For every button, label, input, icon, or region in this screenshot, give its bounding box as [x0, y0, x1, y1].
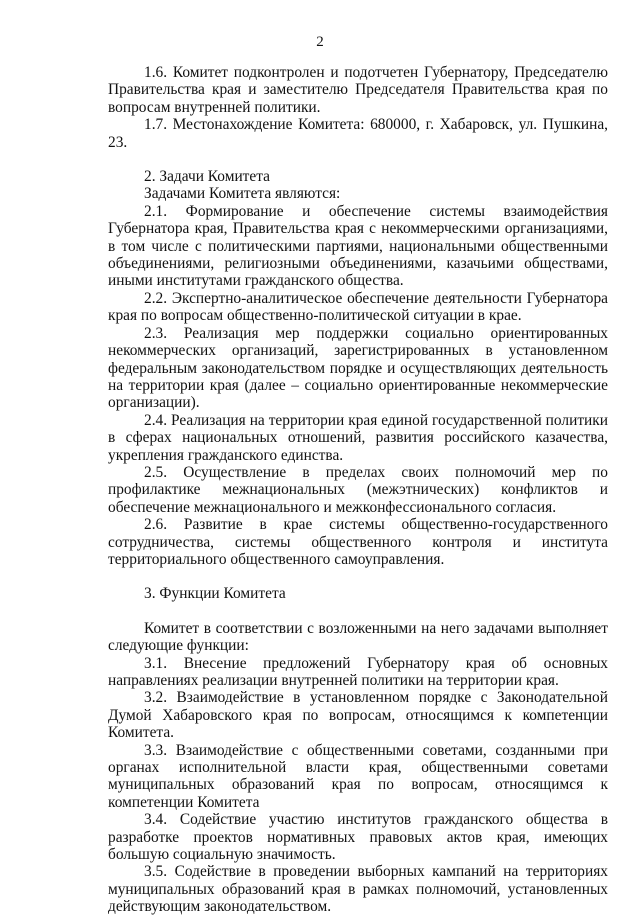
document-body	[108, 64, 608, 916]
paragraph-2-2: 2.2. Экспертно-аналитическое обеспечение деятельности Губернатора края по вопросам общественно-политической ситуации в крае.	[108, 289, 608, 325]
paragraph-2-3: 2.3. Реализация мер поддержки социально ориентированных некоммерческих организаций, зарегистрированных в установленном федеральным законодательством порядке и осуществляющих деятельность на территории края (далее – социально ориентированные некоммерческие организации).	[108, 324, 608, 412]
paragraph-2-5: 2.5. Осуществление в пределах своих полномочий мер по профилактике межнациональных (межэтнических) конфликтов и обеспечение межнационального и межконфессионального согласия.	[108, 463, 608, 516]
paragraph-2-4: 2.4. Реализация на территории края единой государственной политики в сферах национальных отношений, развития российского казачества, укрепления гражданского единства.	[108, 411, 608, 464]
paragraph-2-6: 2.6. Развитие в крае системы общественно-государственного сотрудничества, системы общественного контроля и института территориального общественного самоуправления.	[108, 516, 608, 568]
page-number: 2	[316, 34, 324, 50]
paragraph-1-7: 1.7. Местонахождение Комитета: 680000, г. Хабаровск, ул. Пушкина, 23.	[108, 116, 608, 151]
paragraph-1-6: 1.6. Комитет подконтролен и подотчетен Губернатору, Председателю Правительства края и заместителю Председателя Правительства края по вопросам внутренней политики.	[108, 64, 608, 116]
paragraph-3-4: 3.4. Содействие участию институтов гражданского общества в разработке проектов нормативных правовых актов края, имеющих большую социальную значимость.	[108, 811, 608, 864]
section-heading-tasks: 2. Задачи Комитета	[144, 168, 270, 186]
section-heading-functions: 3. Функции Комитета	[144, 585, 286, 603]
paragraph-3-2: 3.2. Взаимодействие в установленном порядке с Законодательной Думой Хабаровского края по вопросам, относящимся к компетенции Комитета.	[108, 689, 608, 742]
paragraph-tasks-intro: Задачами Комитета являются:	[144, 185, 341, 203]
paragraph-2-1: 2.1. Формирование и обеспечение системы взаимодействия Губернатора края, Правительства края с некоммерческими организациями, в том числе с политическими партиями, национальными общественными объединениями, религиозными объединениями, казачьими обществами, иными институтами гражданского общества.	[108, 202, 608, 290]
paragraph-functions-intro: Комитет в соответствии с возложенными на него задачами выполняет следующие функции:	[108, 619, 608, 655]
paragraph-3-1: 3.1. Внесение предложений Губернатору края об основных направлениях реализации внутренней политики на территории края.	[108, 654, 608, 689]
paragraph-3-3: 3.3. Взаимодействие с общественными советами, созданными при органах исполнительной власти края, общественными советами муниципальных образований края по вопросам, относящимся к компетенции Комитета	[108, 741, 608, 811]
paragraph-3-5: 3.5. Содействие в проведении выборных кампаний на территориях муниципальных образований края в рамках полномочий, установленных действующим законодательством.	[108, 863, 608, 916]
